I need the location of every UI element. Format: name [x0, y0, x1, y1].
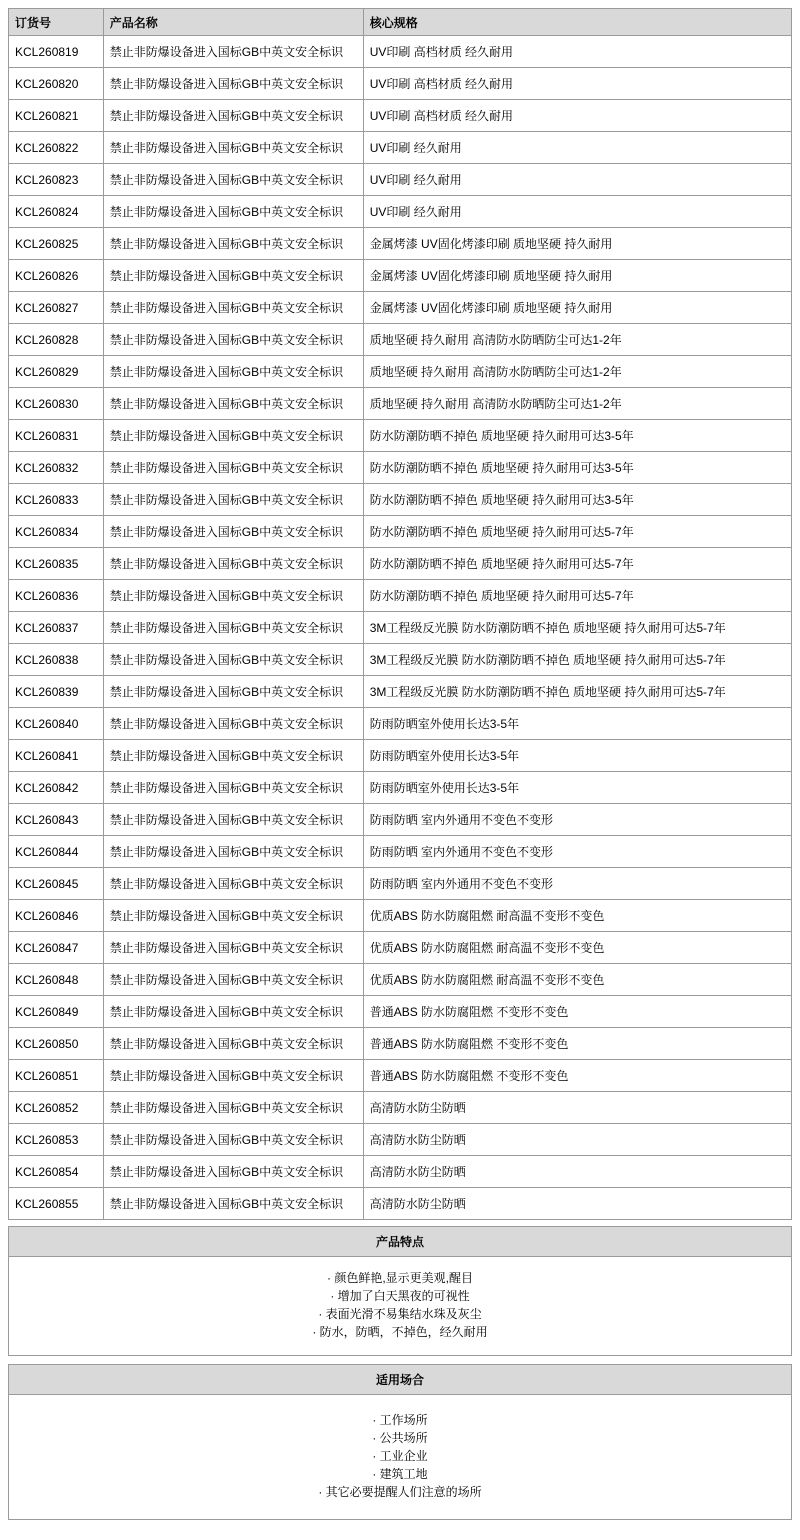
cell-name: 禁止非防爆设备进入国标GB中英文安全标识	[103, 356, 363, 388]
cell-name: 禁止非防爆设备进入国标GB中英文安全标识	[103, 580, 363, 612]
cell-sku: KCL260834	[9, 516, 104, 548]
table-row	[9, 36, 792, 68]
cell-spec: 质地坚硬 持久耐用 高清防水防晒防尘可达1-2年	[363, 324, 791, 356]
table-row	[9, 708, 792, 740]
cell-sku: KCL260842	[9, 772, 104, 804]
cell-sku: KCL260848	[9, 964, 104, 996]
feature-item: · 表面光滑不易集结水珠及灰尘	[318, 1307, 482, 1321]
cell-sku: KCL260823	[9, 164, 104, 196]
table-row	[9, 676, 792, 708]
cell-spec: 金属烤漆 UV固化烤漆印刷 质地坚硬 持久耐用	[363, 260, 791, 292]
table-row	[9, 356, 792, 388]
table-row	[9, 484, 792, 516]
cell-name: 禁止非防爆设备进入国标GB中英文安全标识	[103, 1156, 363, 1188]
cell-spec: 质地坚硬 持久耐用 高清防水防晒防尘可达1-2年	[363, 388, 791, 420]
cell-name: 禁止非防爆设备进入国标GB中英文安全标识	[103, 420, 363, 452]
table-row	[9, 580, 792, 612]
cell-spec: UV印刷 经久耐用	[363, 196, 791, 228]
cell-sku: KCL260840	[9, 708, 104, 740]
table-row	[9, 900, 792, 932]
cell-sku: KCL260854	[9, 1156, 104, 1188]
cell-name: 禁止非防爆设备进入国标GB中英文安全标识	[103, 804, 363, 836]
cell-sku: KCL260847	[9, 932, 104, 964]
cell-sku: KCL260844	[9, 836, 104, 868]
cell-spec: 普通ABS 防水防腐阻燃 不变形不变色	[363, 1028, 791, 1060]
cell-spec: UV印刷 高档材质 经久耐用	[363, 100, 791, 132]
table-row	[9, 516, 792, 548]
cell-spec: 防水防潮防晒不掉色 质地坚硬 持久耐用可达5-7年	[363, 548, 791, 580]
table-row	[9, 1060, 792, 1092]
cell-sku: KCL260830	[9, 388, 104, 420]
cell-spec: 3M工程级反光膜 防水防潮防晒不掉色 质地坚硬 持久耐用可达5-7年	[363, 612, 791, 644]
cell-spec: 质地坚硬 持久耐用 高清防水防晒防尘可达1-2年	[363, 356, 791, 388]
cell-sku: KCL260836	[9, 580, 104, 612]
cell-spec: 普通ABS 防水防腐阻燃 不变形不变色	[363, 996, 791, 1028]
table-row	[9, 196, 792, 228]
cell-spec: 防雨防晒室外使用长达3-5年	[363, 772, 791, 804]
cell-name: 禁止非防爆设备进入国标GB中英文安全标识	[103, 868, 363, 900]
cell-spec: 优质ABS 防水防腐阻燃 耐高温不变形不变色	[363, 932, 791, 964]
feature-item: · 防水，防晒，不掉色，经久耐用	[312, 1325, 488, 1339]
cell-name: 禁止非防爆设备进入国标GB中英文安全标识	[103, 164, 363, 196]
table-row	[9, 164, 792, 196]
cell-sku: KCL260820	[9, 68, 104, 100]
cell-spec: 防雨防晒室外使用长达3-5年	[363, 740, 791, 772]
cell-name: 禁止非防爆设备进入国标GB中英文安全标识	[103, 228, 363, 260]
cell-sku: KCL260853	[9, 1124, 104, 1156]
cell-sku: KCL260825	[9, 228, 104, 260]
cell-sku: KCL260839	[9, 676, 104, 708]
cell-sku: KCL260855	[9, 1188, 104, 1220]
cell-spec: 防水防潮防晒不掉色 质地坚硬 持久耐用可达3-5年	[363, 484, 791, 516]
table-row	[9, 324, 792, 356]
cell-name: 禁止非防爆设备进入国标GB中英文安全标识	[103, 260, 363, 292]
table-row	[9, 1188, 792, 1220]
cell-spec: 优质ABS 防水防腐阻燃 耐高温不变形不变色	[363, 964, 791, 996]
table-row	[9, 740, 792, 772]
cell-sku: KCL260841	[9, 740, 104, 772]
cell-name: 禁止非防爆设备进入国标GB中英文安全标识	[103, 964, 363, 996]
table-row	[9, 1124, 792, 1156]
cell-spec: 高清防水防尘防晒	[363, 1156, 791, 1188]
table-row	[9, 836, 792, 868]
cell-sku: KCL260826	[9, 260, 104, 292]
occasion-item: · 其它必要提醒人们注意的场所	[318, 1485, 482, 1499]
cell-name: 禁止非防爆设备进入国标GB中英文安全标识	[103, 772, 363, 804]
cell-spec: 防雨防晒 室内外通用不变色不变形	[363, 868, 791, 900]
cell-spec: 防水防潮防晒不掉色 质地坚硬 持久耐用可达3-5年	[363, 420, 791, 452]
cell-sku: KCL260819	[9, 36, 104, 68]
cell-name: 禁止非防爆设备进入国标GB中英文安全标识	[103, 644, 363, 676]
cell-spec: 金属烤漆 UV固化烤漆印刷 质地坚硬 持久耐用	[363, 228, 791, 260]
cell-spec: 防水防潮防晒不掉色 质地坚硬 持久耐用可达3-5年	[363, 452, 791, 484]
table-row	[9, 228, 792, 260]
cell-name: 禁止非防爆设备进入国标GB中英文安全标识	[103, 1028, 363, 1060]
cell-sku: KCL260831	[9, 420, 104, 452]
occasion-item: · 工作场所	[372, 1413, 428, 1427]
cell-sku: KCL260835	[9, 548, 104, 580]
feature-item: · 颜色鲜艳,显示更美观,醒目	[327, 1271, 473, 1285]
cell-name: 禁止非防爆设备进入国标GB中英文安全标识	[103, 100, 363, 132]
cell-spec: UV印刷 高档材质 经久耐用	[363, 68, 791, 100]
table-row	[9, 1156, 792, 1188]
table-row	[9, 772, 792, 804]
cell-sku: KCL260837	[9, 612, 104, 644]
cell-sku: KCL260850	[9, 1028, 104, 1060]
table-row	[9, 964, 792, 996]
table-row	[9, 644, 792, 676]
cell-spec: 高清防水防尘防晒	[363, 1124, 791, 1156]
col-header-sku: 订货号	[9, 9, 104, 36]
cell-spec: 普通ABS 防水防腐阻燃 不变形不变色	[363, 1060, 791, 1092]
cell-name: 禁止非防爆设备进入国标GB中英文安全标识	[103, 612, 363, 644]
cell-sku: KCL260852	[9, 1092, 104, 1124]
cell-sku: KCL260829	[9, 356, 104, 388]
cell-name: 禁止非防爆设备进入国标GB中英文安全标识	[103, 388, 363, 420]
col-header-spec: 核心规格	[363, 9, 791, 36]
table-row	[9, 68, 792, 100]
cell-sku: KCL260845	[9, 868, 104, 900]
cell-sku: KCL260828	[9, 324, 104, 356]
cell-name: 禁止非防爆设备进入国标GB中英文安全标识	[103, 324, 363, 356]
cell-name: 禁止非防爆设备进入国标GB中英文安全标识	[103, 836, 363, 868]
table-row	[9, 996, 792, 1028]
cell-name: 禁止非防爆设备进入国标GB中英文安全标识	[103, 484, 363, 516]
cell-name: 禁止非防爆设备进入国标GB中英文安全标识	[103, 36, 363, 68]
cell-spec: UV印刷 经久耐用	[363, 132, 791, 164]
cell-sku: KCL260851	[9, 1060, 104, 1092]
cell-name: 禁止非防爆设备进入国标GB中英文安全标识	[103, 548, 363, 580]
cell-spec: 3M工程级反光膜 防水防潮防晒不掉色 质地坚硬 持久耐用可达5-7年	[363, 644, 791, 676]
cell-name: 禁止非防爆设备进入国标GB中英文安全标识	[103, 740, 363, 772]
cell-name: 禁止非防爆设备进入国标GB中英文安全标识	[103, 1092, 363, 1124]
table-row	[9, 260, 792, 292]
table-body	[9, 36, 792, 1220]
table-row	[9, 132, 792, 164]
cell-name: 禁止非防爆设备进入国标GB中英文安全标识	[103, 1060, 363, 1092]
product-spec-page	[8, 8, 792, 1520]
features-title: 产品特点	[8, 1226, 792, 1257]
cell-name: 禁止非防爆设备进入国标GB中英文安全标识	[103, 292, 363, 324]
feature-item: · 增加了白天黑夜的可视性	[330, 1289, 470, 1303]
cell-name: 禁止非防爆设备进入国标GB中英文安全标识	[103, 1124, 363, 1156]
product-table	[8, 8, 792, 1220]
table-header-row	[9, 9, 792, 36]
table-row	[9, 612, 792, 644]
cell-sku: KCL260822	[9, 132, 104, 164]
table-row	[9, 804, 792, 836]
table-row	[9, 1092, 792, 1124]
cell-sku: KCL260843	[9, 804, 104, 836]
cell-spec: UV印刷 经久耐用	[363, 164, 791, 196]
cell-spec: 优质ABS 防水防腐阻燃 耐高温不变形不变色	[363, 900, 791, 932]
cell-spec: 高清防水防尘防晒	[363, 1188, 791, 1220]
table-row	[9, 420, 792, 452]
occasion-item: · 工业企业	[372, 1449, 428, 1463]
table-row	[9, 548, 792, 580]
table-row	[9, 388, 792, 420]
cell-spec: 3M工程级反光膜 防水防潮防晒不掉色 质地坚硬 持久耐用可达5-7年	[363, 676, 791, 708]
cell-sku: KCL260846	[9, 900, 104, 932]
cell-name: 禁止非防爆设备进入国标GB中英文安全标识	[103, 68, 363, 100]
cell-spec: 防雨防晒 室内外通用不变色不变形	[363, 804, 791, 836]
cell-spec: 防雨防晒 室内外通用不变色不变形	[363, 836, 791, 868]
occasions-section	[8, 1395, 792, 1520]
cell-name: 禁止非防爆设备进入国标GB中英文安全标识	[103, 132, 363, 164]
cell-name: 禁止非防爆设备进入国标GB中英文安全标识	[103, 996, 363, 1028]
cell-spec: 防水防潮防晒不掉色 质地坚硬 持久耐用可达5-7年	[363, 516, 791, 548]
cell-name: 禁止非防爆设备进入国标GB中英文安全标识	[103, 932, 363, 964]
cell-spec: 防水防潮防晒不掉色 质地坚硬 持久耐用可达5-7年	[363, 580, 791, 612]
cell-name: 禁止非防爆设备进入国标GB中英文安全标识	[103, 900, 363, 932]
table-row	[9, 868, 792, 900]
cell-spec: UV印刷 高档材质 经久耐用	[363, 36, 791, 68]
cell-name: 禁止非防爆设备进入国标GB中英文安全标识	[103, 708, 363, 740]
cell-sku: KCL260827	[9, 292, 104, 324]
cell-sku: KCL260821	[9, 100, 104, 132]
features-section	[8, 1257, 792, 1356]
table-row	[9, 100, 792, 132]
cell-sku: KCL260824	[9, 196, 104, 228]
occasion-item: · 建筑工地	[372, 1467, 428, 1481]
col-header-name: 产品名称	[103, 9, 363, 36]
cell-sku: KCL260838	[9, 644, 104, 676]
cell-spec: 高清防水防尘防晒	[363, 1092, 791, 1124]
cell-sku: KCL260849	[9, 996, 104, 1028]
table-row	[9, 452, 792, 484]
cell-spec: 金属烤漆 UV固化烤漆印刷 质地坚硬 持久耐用	[363, 292, 791, 324]
occasions-title: 适用场合	[8, 1364, 792, 1395]
table-row	[9, 932, 792, 964]
cell-sku: KCL260833	[9, 484, 104, 516]
cell-name: 禁止非防爆设备进入国标GB中英文安全标识	[103, 516, 363, 548]
cell-name: 禁止非防爆设备进入国标GB中英文安全标识	[103, 1188, 363, 1220]
cell-name: 禁止非防爆设备进入国标GB中英文安全标识	[103, 452, 363, 484]
table-row	[9, 1028, 792, 1060]
occasion-item: · 公共场所	[372, 1431, 428, 1445]
cell-sku: KCL260832	[9, 452, 104, 484]
cell-spec: 防雨防晒室外使用长达3-5年	[363, 708, 791, 740]
cell-name: 禁止非防爆设备进入国标GB中英文安全标识	[103, 676, 363, 708]
cell-name: 禁止非防爆设备进入国标GB中英文安全标识	[103, 196, 363, 228]
table-row	[9, 292, 792, 324]
